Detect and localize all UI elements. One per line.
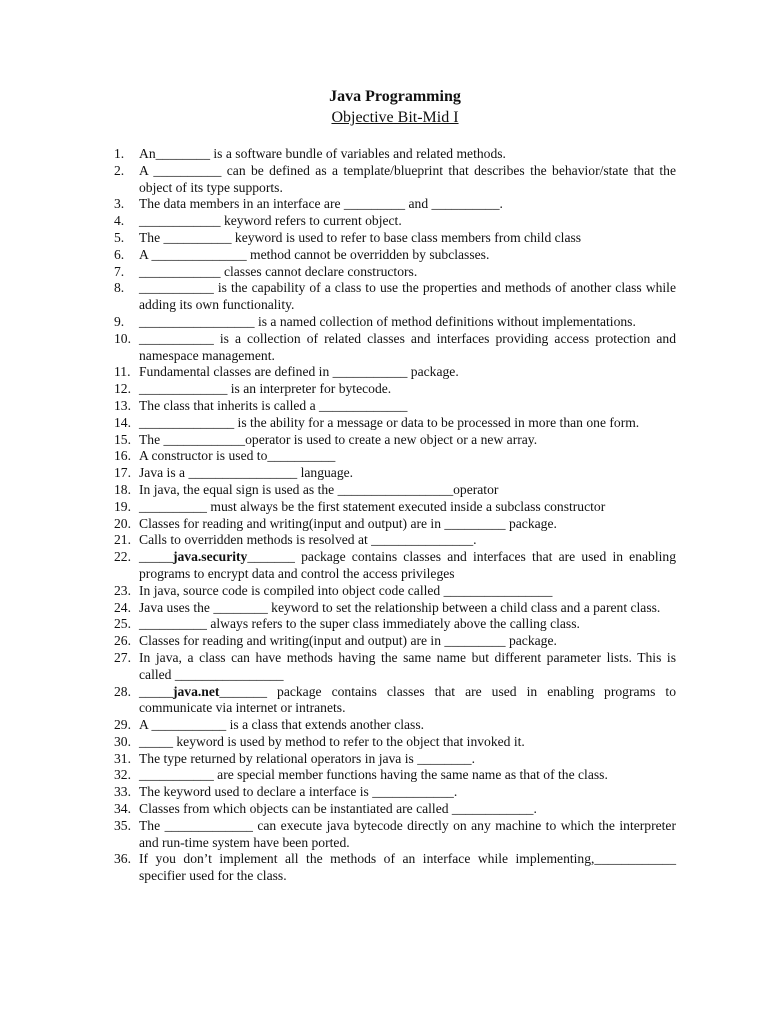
question-text: Fundamental classes are defined in ___________ package. <box>139 364 459 380</box>
question-item <box>114 230 676 247</box>
question-item <box>114 146 676 163</box>
question-item <box>114 213 676 230</box>
question-number: 18. <box>114 481 131 497</box>
question-text: In java, a class can have methods having the same name but different parameter lists. This is called ________________ <box>139 649 676 682</box>
question-item <box>114 465 676 482</box>
question-text: The _____________ can execute java bytecode directly on any machine to which the interpreter and run-time system have been ported. <box>139 817 676 850</box>
question-text: Calls to overridden methods is resolved at _______________. <box>139 532 477 548</box>
question-text: If you don’t implement all the methods of an interface while implementing,____________ specifier used for the class. <box>139 851 676 884</box>
question-item <box>114 331 676 365</box>
question-text: _____________ is an interpreter for bytecode. <box>139 381 392 397</box>
question-number: 11. <box>114 364 131 380</box>
question-text: The type returned by relational operators in java is ________. <box>139 750 475 766</box>
question-item <box>114 280 676 314</box>
question-item <box>114 734 676 751</box>
question-item <box>114 650 676 684</box>
question-item <box>114 432 676 449</box>
question-item <box>114 499 676 516</box>
question-item <box>114 482 676 499</box>
question-number: 32. <box>114 767 131 783</box>
question-item <box>114 801 676 818</box>
question-text: Java uses the ________ keyword to set the relationship between a child class and a parent class. <box>139 599 661 615</box>
question-number: 20. <box>114 515 131 531</box>
question-text: The ____________operator is used to create a new object or a new array. <box>139 431 538 447</box>
question-text: __________ must always be the first statement executed inside a subclass constructor <box>139 498 606 514</box>
question-text: ___________ are special member functions having the same name as that of the class. <box>139 767 608 783</box>
question-number: 26. <box>114 633 131 649</box>
question-item <box>114 516 676 533</box>
question-text-rest: _______ package contains classes and interfaces that are used in enabling programs to encrypt data and control the access privileges <box>139 549 676 581</box>
question-text: In java, source code is compiled into object code called ________________ <box>139 582 553 598</box>
question-text-rest: _______ package contains classes that are used in enabling programs to communicate via internet or intranets. <box>139 683 676 716</box>
question-item <box>114 818 676 852</box>
question-number: 9. <box>114 313 125 329</box>
question-item <box>114 751 676 768</box>
question-number: 34. <box>114 801 131 817</box>
question-item <box>114 851 676 885</box>
question-item <box>114 583 676 600</box>
question-number: 12. <box>114 381 131 397</box>
question-text <box>139 549 676 581</box>
question-text: The data members in an interface are _________ and __________. <box>139 196 503 212</box>
question-number: 19. <box>114 498 131 514</box>
question-number: 35. <box>114 817 131 833</box>
question-item <box>114 196 676 213</box>
question-text: ____________ keyword refers to current object. <box>139 213 402 229</box>
question-text: ______________ is the ability for a message or data to be processed in more than one form. <box>139 414 640 430</box>
question-item <box>114 398 676 415</box>
question-item <box>114 549 676 583</box>
question-item <box>114 314 676 331</box>
question-item <box>114 633 676 650</box>
question-item <box>114 247 676 264</box>
question-text: An________ is a software bundle of variables and related methods. <box>139 146 506 161</box>
question-number: 16. <box>114 448 131 464</box>
question-text: Java is a ________________ language. <box>139 465 354 481</box>
question-number: 36. <box>114 851 131 867</box>
question-blank-prefix: _____ <box>139 683 173 699</box>
question-text: A __________ can be defined as a template/blueprint that describes the behavior/state that the object of its type supports. <box>139 162 676 195</box>
question-item <box>114 448 676 465</box>
question-number: 10. <box>114 330 131 346</box>
question-number: 13. <box>114 397 131 413</box>
question-number: 3. <box>114 196 125 212</box>
question-text: The keyword used to declare a interface is ____________. <box>139 784 458 800</box>
document-subtitle: Objective Bit-Mid I <box>331 109 459 126</box>
question-number: 33. <box>114 784 131 800</box>
question-text: Classes for reading and writing(input and output) are in _________ package. <box>139 633 557 649</box>
question-item <box>114 364 676 381</box>
question-number: 1. <box>114 146 125 161</box>
question-text: ____________ classes cannot declare constructors. <box>139 263 418 279</box>
document-title: Java Programming <box>329 88 461 105</box>
question-number: 31. <box>114 750 131 766</box>
question-text: Classes from which objects can be instantiated are called ____________. <box>139 801 537 817</box>
question-text: Classes for reading and writing(input and output) are in _________ package. <box>139 515 557 531</box>
question-blank-prefix: _____ <box>139 549 173 565</box>
question-number: 14. <box>114 414 131 430</box>
question-number: 2. <box>114 162 125 178</box>
question-item <box>114 717 676 734</box>
question-item <box>114 616 676 633</box>
question-text: A ___________ is a class that extends another class. <box>139 717 425 733</box>
question-item <box>114 415 676 432</box>
question-number: 29. <box>114 717 131 733</box>
question-number: 24. <box>114 599 131 615</box>
question-number: 5. <box>114 229 125 245</box>
question-text: A constructor is used to__________ <box>139 448 336 464</box>
question-text: __________ always refers to the super class immediately above the calling class. <box>139 616 580 632</box>
question-number: 21. <box>114 532 131 548</box>
question-item <box>114 532 676 549</box>
question-answer-bold: java.net <box>172 683 220 699</box>
question-text: The class that inherits is called a _____________ <box>139 397 408 413</box>
question-text: ___________ is the capability of a class to use the properties and methods of another class while adding its own functionality. <box>139 280 676 313</box>
question-number: 17. <box>114 465 131 481</box>
question-item <box>114 684 676 718</box>
question-number: 23. <box>114 582 131 598</box>
question-text: _________________ is a named collection of method definitions without implementations. <box>139 313 636 329</box>
question-item <box>114 264 676 281</box>
question-text: In java, the equal sign is used as the _________________operator <box>139 481 499 497</box>
question-item <box>114 600 676 617</box>
question-item <box>114 784 676 801</box>
question-number: 6. <box>114 246 125 262</box>
question-number: 27. <box>114 649 131 665</box>
question-text <box>139 684 676 716</box>
question-number: 30. <box>114 733 131 749</box>
question-item <box>114 381 676 398</box>
question-answer-bold: java.security <box>172 549 248 565</box>
question-number: 8. <box>114 280 125 296</box>
question-text: The __________ keyword is used to refer to base class members from child class <box>139 229 582 245</box>
question-text: A ______________ method cannot be overridden by subclasses. <box>139 246 490 262</box>
question-number: 28. <box>114 683 131 699</box>
question-list <box>114 146 676 885</box>
question-number: 25. <box>114 616 131 632</box>
question-text: _____ keyword is used by method to refer to the object that invoked it. <box>139 733 525 749</box>
question-item <box>114 767 676 784</box>
question-text: ___________ is a collection of related classes and interfaces providing access protection and namespace management. <box>139 330 676 363</box>
question-number: 7. <box>114 263 125 279</box>
question-number: 15. <box>114 431 131 447</box>
question-item <box>114 163 676 197</box>
question-number: 4. <box>114 213 125 229</box>
question-number: 22. <box>114 549 131 565</box>
